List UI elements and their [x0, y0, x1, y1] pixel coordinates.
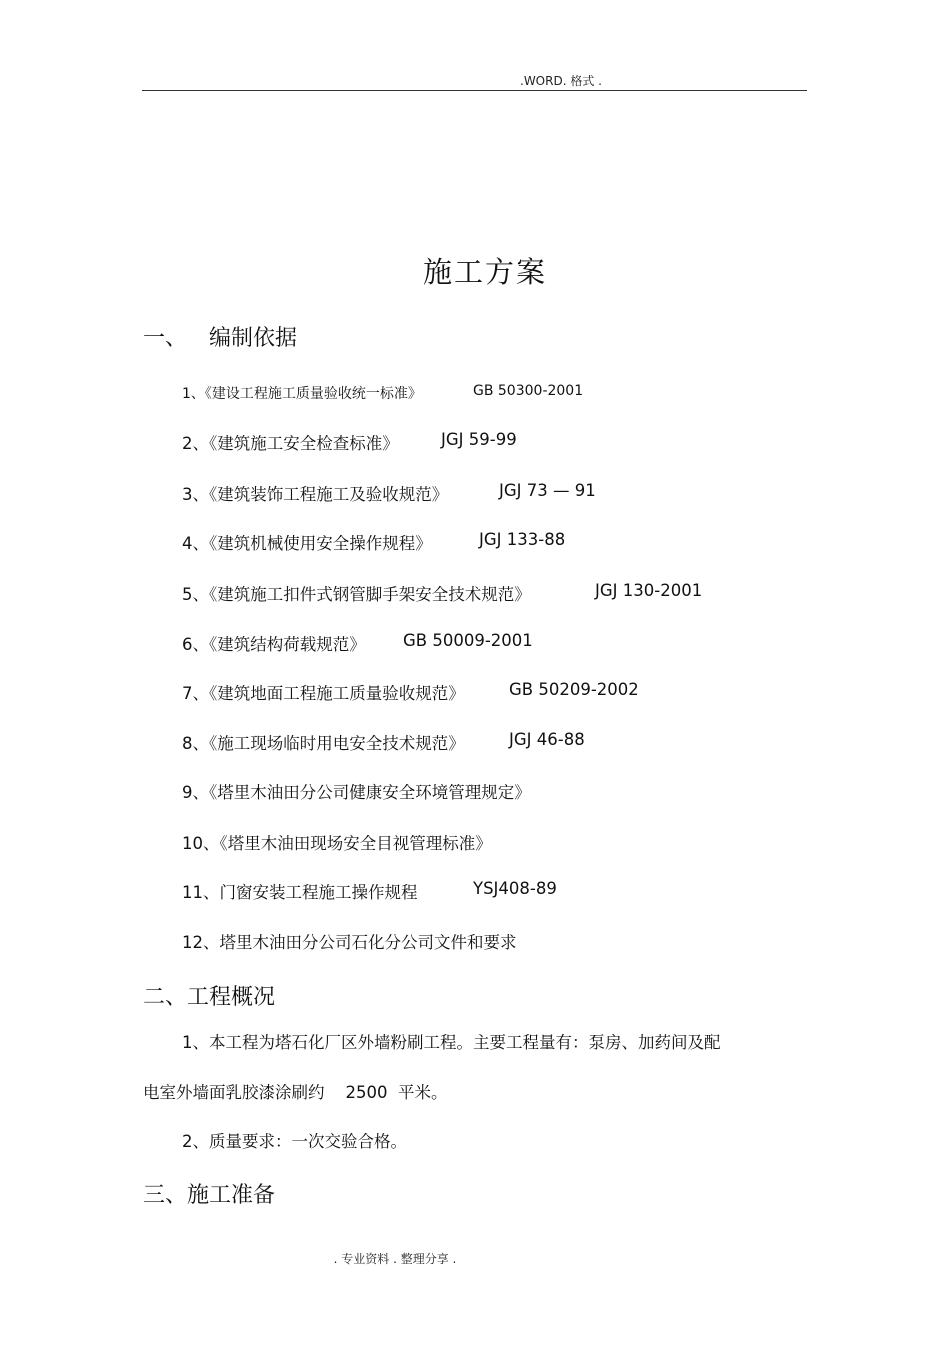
list-item	[182, 730, 585, 754]
list-item	[182, 680, 639, 704]
quality-requirement: 2、质量要求：一次交验合格。	[182, 1132, 407, 1151]
page-header	[0, 72, 950, 92]
reference-code: GB 50300-2001	[473, 383, 584, 399]
list-item	[182, 581, 703, 605]
reference-title: 12、塔里木油田分公司石化分公司文件和要求	[182, 933, 517, 952]
reference-code: JGJ 73 — 91	[499, 481, 596, 500]
reference-title: 7、《建筑地面工程施工质量验收规范》	[182, 684, 465, 703]
list-item	[182, 383, 584, 403]
page-footer: . 专业资料 . 整理分享 .	[333, 1252, 457, 1266]
document-title: 施工方案	[422, 255, 547, 289]
section-heading-preparation: 三、施工准备	[143, 1183, 276, 1208]
list-item	[182, 530, 566, 554]
reference-title: 4、《建筑机械使用安全操作规程》	[182, 534, 432, 553]
reference-title: 6、《建筑结构荷载规范》	[182, 635, 366, 654]
list-item	[182, 481, 596, 505]
header-divider	[142, 90, 807, 91]
section-heading-overview: 二、工程概况	[143, 985, 276, 1010]
reference-code: GB 50209-2002	[509, 680, 639, 699]
reference-code: JGJ 59-99	[441, 430, 517, 449]
reference-title: 11、门窗安装工程施工操作规程	[182, 883, 418, 902]
list-item	[182, 779, 531, 803]
reference-title: 2、《建筑施工安全检查标准》	[182, 434, 399, 453]
reference-code: YSJ408-89	[473, 879, 557, 898]
list-item	[182, 631, 533, 655]
reference-code: GB 50009-2001	[403, 631, 533, 650]
reference-title: 9、《塔里木油田分公司健康安全环境管理规定》	[182, 783, 531, 802]
reference-code: JGJ 130-2001	[595, 581, 703, 600]
reference-title: 10、《塔里木油田现场安全目视管理标准》	[182, 834, 492, 853]
list-item	[182, 879, 557, 903]
reference-title: 5、《建筑施工扣件式钢管脚手架安全技术规范》	[182, 585, 531, 604]
reference-code: JGJ 133-88	[479, 530, 566, 549]
reference-code: JGJ 46-88	[509, 730, 585, 749]
section-title: 编制依据	[209, 326, 298, 351]
list-item	[182, 430, 517, 454]
list-item	[182, 929, 517, 953]
overview-paragraph-line1: 1、本工程为塔石化厂区外墙粉刷工程。主要工程量有：泵房、加药间及配	[182, 1033, 721, 1052]
overview-paragraph-line2: 电室外墙面乳胶漆涂刷约 2500 平米。	[143, 1083, 448, 1102]
header-text: .WORD. 格式 .	[520, 74, 602, 88]
reference-title: 1、《建设工程施工质量验收统一标准》	[182, 386, 422, 402]
section-number: 一、	[143, 326, 188, 351]
reference-title: 3、《建筑装饰工程施工及验收规范》	[182, 485, 449, 504]
list-item	[182, 830, 492, 854]
reference-title: 8、《施工现场临时用电安全技术规范》	[182, 734, 465, 753]
section-heading-basis	[143, 321, 297, 352]
